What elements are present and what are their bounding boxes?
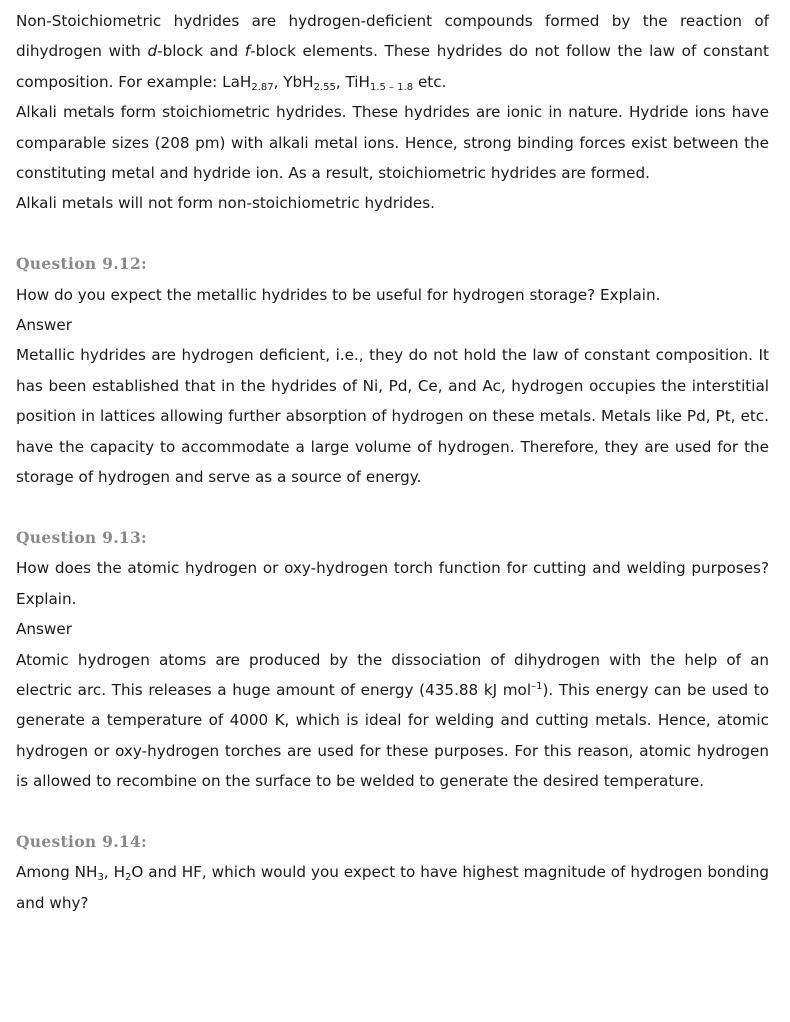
spacer xyxy=(16,219,769,249)
paragraph-conclusion: Alkali metals will not form non-stoichiometric hydrides. xyxy=(16,194,435,213)
spacer xyxy=(16,797,769,827)
spacer xyxy=(16,492,769,522)
paragraph-stoichiometric: Alkali metals form stoichiometric hydrides. These hydrides are ionic in nature. Hydride ions have comparable sizes (208 pm) with alkali metal ions. Hence, strong binding forces exist between the constituting metal and hydride ion. As a result, stoichiometric hydrides are formed. xyxy=(16,103,769,183)
answer-label-9-13: Answer xyxy=(16,620,72,639)
question-text-9-13: How does the atomic hydrogen or oxy-hydrogen torch function for cutting and welding purposes? Explain. xyxy=(16,559,769,608)
question-heading-9-13: Question 9.13: xyxy=(16,527,148,547)
question-heading-9-12: Question 9.12: xyxy=(16,254,148,274)
answer-label-9-12: Answer xyxy=(16,316,72,335)
paragraph-non-stoichiometric: Non-Stoichiometric hydrides are hydrogen-deficient compounds formed by the reaction of dihydrogen with d-block and f-block elements. These hydrides do not follow the law of constant composition. For example: LaH$_{2.87}$, YbH$_{2.55}$, TiH$_{1.5 - 1.8}$ etc. xyxy=(16,12,769,93)
answer-text-9-12: Metallic hydrides are hydrogen deficient, i.e., they do not hold the law of constant composition. It has been established that in the hydrides of Ni, Pd, Ce, and Ac, hydrogen occupies the interstitial position in lattices allowing further absorption of hydrogen on these metals. Metals like Pd, Pt, etc. have the capacity to accommodate a large volume of hydrogen. Therefore, they are used for the storage of hydrogen and serve as a source of energy. xyxy=(16,346,769,487)
question-text-9-14: Among $NH_3$, $H_2O$ and HF, which would you expect to have highest magnitude of hydrogen bonding and why? xyxy=(16,863,769,912)
question-heading-9-14: Question 9.14: xyxy=(16,831,148,851)
answer-text-9-13: Atomic hydrogen atoms are produced by the dissociation of dihydrogen with the help of an electric arc. This releases a huge amount of energy (435.88 kJ mol$^{-1}$). This energy can be used to generate a temperature of 4000 K, which is ideal for welding and cutting metals. Hence, atomic hydrogen or oxy-hydrogen torches are used for these purposes. For this reason, atomic hydrogen is allowed to recombine on the surface to be welded to generate the desired temperature. xyxy=(16,650,769,791)
question-text-9-12: How do you expect the metallic hydrides to be useful for hydrogen storage? Explain. xyxy=(16,285,661,304)
